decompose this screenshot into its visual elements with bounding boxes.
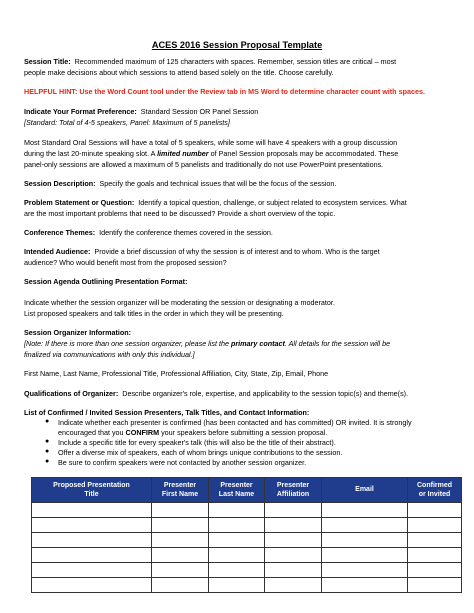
oral-line2-start: during the last 20-minute speaking slot. A [24,149,158,158]
header-affiliation-l2: Affiliation [276,491,310,498]
problem-label: Problem Statement or Question: [24,198,135,207]
header-last-name [209,478,265,503]
audience-line1 [24,247,380,257]
oral-line1: Most Standard Oral Sessions will have a total of 5 speakers, while some will have 4 speakers with a group discussion [24,138,398,147]
organizer-heading-text: Session Organizer Information: [24,328,132,337]
header-presentation-title-l1: Proposed Presentation [53,481,130,489]
audience-label: Intended Audience: [24,247,91,256]
agenda-line1: Indicate whether the session organizer will be moderating the session or designating a moderator. [24,298,335,307]
header-email-l1: Email [355,486,374,494]
format-label: Indicate Your Format Preference: [24,107,137,116]
table-cell[interactable] [152,518,209,533]
primary-contact: primary contact [230,339,285,348]
header-confirmed [408,478,462,503]
table-cell[interactable] [322,503,408,518]
table-cell[interactable] [322,518,408,533]
agenda-line2: List proposed speakers and talk titles in the order in which they will be presenting. [24,309,284,318]
oral-line2-end: of Panel Session proposals may be accommodated. These [208,149,399,158]
conference-themes [24,228,273,238]
helpful-hint: HELPFUL HINT: Use the Word Count tool under the Review tab in MS Word to determine character count with spaces. [24,87,425,96]
format-preference [24,107,258,117]
table-cell[interactable] [152,578,209,593]
table-cell[interactable] [32,518,152,533]
table-cell[interactable] [209,533,265,548]
session-title-text: Recommended maximum of 125 characters with spaces. Remember, session titles are critical – most [74,57,397,66]
table-cell[interactable] [209,518,265,533]
table-cell[interactable] [32,563,152,578]
problem-line1 [24,198,407,208]
table-cell[interactable] [322,563,408,578]
bullet-1-line2 [58,428,327,438]
table-cell[interactable] [209,563,265,578]
qualifications [24,389,408,399]
table-cell[interactable] [32,533,152,548]
organizer-note-line2-text: finalized via communications with only this individual.] [24,350,195,359]
session-title-label: Session Title: [24,57,71,66]
header-last-name-l1: Presenter [220,481,253,489]
bullet-icon: ● [45,448,50,455]
session-title-line2: people make decisions about which sessions to attend based solely on the title. Choose carefully. [24,68,334,77]
table-cell[interactable] [408,578,462,593]
header-last-name-l2: Last Name [218,491,255,498]
table-row [32,578,462,593]
qualifications-text: Describe organizer's role, expertise, and applicability to the session topic(s) and theme(s). [122,389,409,398]
table-cell[interactable] [209,548,265,563]
header-email [322,478,408,503]
table-cell[interactable] [408,533,462,548]
oral-limited-number: limited number [157,149,209,158]
format-note [24,118,230,128]
bullet-3: Offer a diverse mix of speakers, each of whom brings unique contributions to the session. [58,448,343,457]
table-cell[interactable] [408,518,462,533]
bullet-2: Include a specific title for every speaker's talk (this will also be the title of their abstract). [58,438,336,447]
themes-text: Identify the conference themes covered in the session. [99,228,273,237]
bullet-1-end: your speakers before submitting a session proposal. [159,428,328,437]
oral-line2 [24,149,398,159]
audience-text: Provide a brief discussion of why the session is of interest and to whom. Who is the target [94,247,380,256]
table-cell[interactable] [265,578,322,593]
bullet-icon: ● [45,438,50,445]
bullet-1-start: encouraged that you [58,428,126,437]
agenda-heading [24,277,187,287]
description-text: Specify the goals and technical issues that will be the focus of the session. [99,179,337,188]
header-presentation-title-l2: Title [84,491,99,498]
table-cell[interactable] [322,548,408,563]
agenda-heading-text: Session Agenda Outlining Presentation Format: [24,277,188,286]
organizer-note-start: [Note: If there is more than one session organizer, please list the [24,339,231,348]
table-row [32,518,462,533]
table-cell[interactable] [152,503,209,518]
document-title: ACES 2016 Session Proposal Template [151,40,323,50]
bullet-4: Be sure to confirm speakers were not contacted by another session organizer. [58,458,307,467]
table-cell[interactable] [265,503,322,518]
table-cell[interactable] [152,533,209,548]
table-row [32,533,462,548]
table-cell[interactable] [265,518,322,533]
header-confirmed-l1: Confirmed [417,481,452,489]
table-body [32,503,462,593]
oral-line3: panel-only sessions are allowed a maximum of 5 panelists and traditionally do not use PowerPoint presentations. [24,160,384,169]
organizer-heading [24,328,131,338]
table-cell[interactable] [265,533,322,548]
format-value: Standard Session OR Panel Session [140,107,259,116]
table-cell[interactable] [32,548,152,563]
table-cell[interactable] [32,503,152,518]
qualifications-label: Qualifications of Organizer: [24,389,119,398]
themes-label: Conference Themes: [24,228,96,237]
table-cell[interactable] [152,563,209,578]
header-presentation-title [32,478,152,503]
table-cell[interactable] [32,578,152,593]
header-confirmed-l2: or Invited [418,491,451,498]
format-note-text: [Standard: Total of 4-5 speakers, Panel: Maximum of 5 panelists] [24,118,230,127]
table-cell[interactable] [322,533,408,548]
header-first-name [152,478,209,503]
table-row [32,503,462,518]
table-cell[interactable] [408,548,462,563]
audience-line2: audience? Who would benefit most from the proposed session? [24,258,227,267]
confirm-word: CONFIRM [125,428,160,437]
presenters-heading [24,408,309,418]
description-label: Session Description: [24,179,96,188]
organizer-note-line2 [24,350,195,360]
header-first-name-l2: First Name [161,491,199,498]
header-affiliation [265,478,322,503]
table-cell[interactable] [265,548,322,563]
table-cell[interactable] [408,503,462,518]
bullet-1-line1: Indicate whether each presenter is confirmed (has been contacted and has committed) OR invited. It is strongly [58,418,412,427]
table-row [32,563,462,578]
problem-text: Identify a topical question, challenge, or subject related to ecosystem services. What [138,198,407,207]
table-row [32,548,462,563]
organizer-fields: First Name, Last Name, Professional Title, Professional Affiliation, City, State, Zip, Email, Phone [24,369,329,378]
table-header-row [32,478,462,503]
table-cell[interactable] [209,503,265,518]
bullet-icon: ● [45,458,50,465]
session-description [24,179,336,189]
header-first-name-l1: Presenter [163,481,197,489]
table-cell[interactable] [322,578,408,593]
organizer-note-end: . All details for the session will be [284,339,391,348]
table-cell[interactable] [408,563,462,578]
presenters-table [31,477,462,593]
header-affiliation-l1: Presenter [276,481,310,489]
table-cell[interactable] [265,563,322,578]
bullet-icon: ● [45,418,50,425]
presenters-heading-text: List of Confirmed / Invited Session Presenters, Talk Titles, and Contact Information: [24,408,310,417]
table-cell[interactable] [152,548,209,563]
session-title-line1 [24,57,396,67]
problem-line2: are the most important problems that need to be discussed? Provide a short overview of the topic. [24,209,336,218]
table-cell[interactable] [209,578,265,593]
organizer-note-line1 [24,339,390,349]
